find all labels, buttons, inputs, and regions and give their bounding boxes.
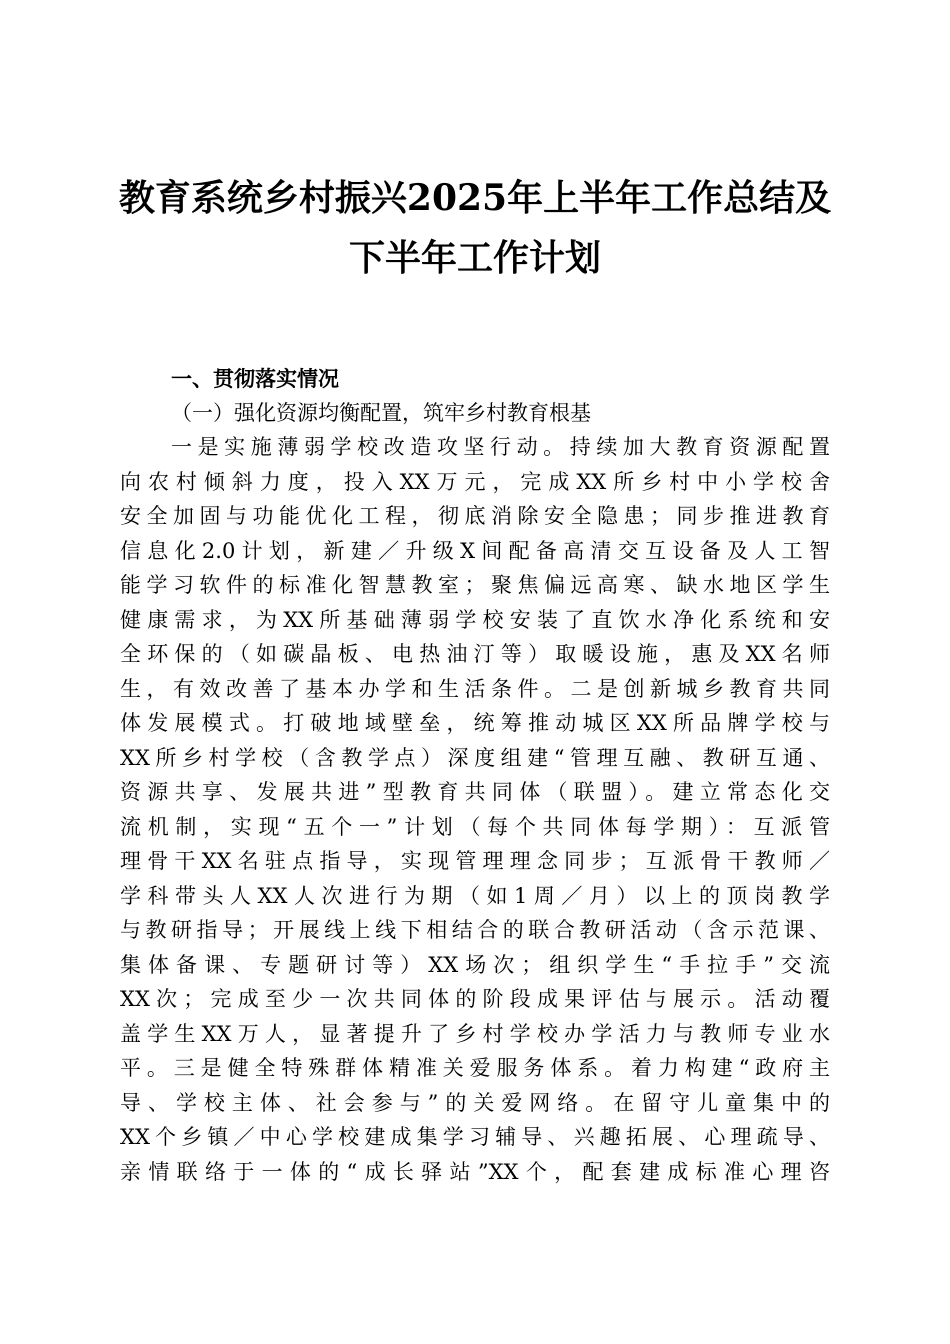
paragraph-line: 健康需求，为XX所基础薄弱学校安装了直饮水净化系统和安 — [120, 607, 830, 632]
paragraph-line: 能学习软件的标准化智慧教室；聚焦偏远高寒、缺水地区学生 — [120, 573, 830, 597]
paragraph-line: 平。三是健全特殊群体精准关爱服务体系。着力构建“政府主 — [120, 1056, 830, 1080]
section-heading: 一、贯彻落实情况 — [171, 367, 339, 391]
paragraph-line: 集体备课、专题研讨等）XX场次；组织学生“手拉手”交流 — [120, 952, 830, 977]
title-line-2: 下半年工作计划 — [348, 237, 601, 279]
document-body — [120, 362, 830, 1189]
paragraph-line: 体发展模式。打破地域壁垒，统筹推动城区XX所品牌学校与 — [120, 711, 830, 735]
paragraph-line: 信息化2.0计划，新建／升级X间配备高清交互设备及人工智 — [120, 538, 830, 563]
paragraph-line: XX个乡镇／中心学校建成集学习辅导、兴趣拓展、心理疏导、 — [120, 1125, 830, 1149]
paragraph-line: 理骨干XX名驻点指导，实现管理理念同步；互派骨干教师／ — [120, 849, 830, 873]
paragraph-line: 盖学生XX万人，显著提升了乡村学校办学活力与教师专业水 — [120, 1021, 830, 1046]
paragraph-line: XX所乡村学校（含教学点）深度组建“管理互融、教研互通、 — [120, 745, 830, 770]
paragraph-line: 全环保的（如碳晶板、电热油汀等）取暖设施，惠及XX名师 — [120, 642, 830, 666]
paragraph-line: 一是实施薄弱学校改造攻坚行动。持续加大教育资源配置 — [171, 435, 830, 459]
paragraph-line: 与教研指导；开展线上线下相结合的联合教研活动（含示范课、 — [120, 918, 830, 942]
paragraph-line: 资源共享、发展共进”型教育共同体（联盟）。建立常态化交 — [120, 780, 830, 804]
paragraph-line: 安全加固与功能优化工程，彻底消除安全隐患；同步推进教育 — [120, 504, 830, 528]
paragraph-line: 流机制，实现“五个一”计划（每个共同体每学期）：互派管 — [120, 814, 830, 839]
body-paragraph — [120, 430, 830, 1189]
title-line-1: 教育系统乡村振兴2025年上半年工作总结及 — [118, 177, 832, 219]
paragraph-line: 导、学校主体、社会参与”的关爱网络。在留守儿童集中的 — [120, 1090, 830, 1115]
paragraph-line: 学科带头人XX人次进行为期（如1周／月）以上的顶岗教学 — [120, 883, 830, 908]
document-title — [110, 168, 840, 288]
paragraph-line: 生，有效改善了基本办学和生活条件。二是创新城乡教育共同 — [120, 676, 830, 701]
paragraph-line: XX次；完成至少一次共同体的阶段成果评估与展示。活动覆 — [120, 987, 830, 1011]
paragraph-line: 亲情联络于一体的“成长驿站”XX个，配套建成标准心理咨 — [120, 1159, 830, 1184]
paragraph-line: 向农村倾斜力度，投入XX万元，完成XX所乡村中小学校舍 — [120, 469, 830, 494]
subsection-heading: （一）强化资源均衡配置，筑牢乡村教育根基 — [171, 401, 591, 425]
